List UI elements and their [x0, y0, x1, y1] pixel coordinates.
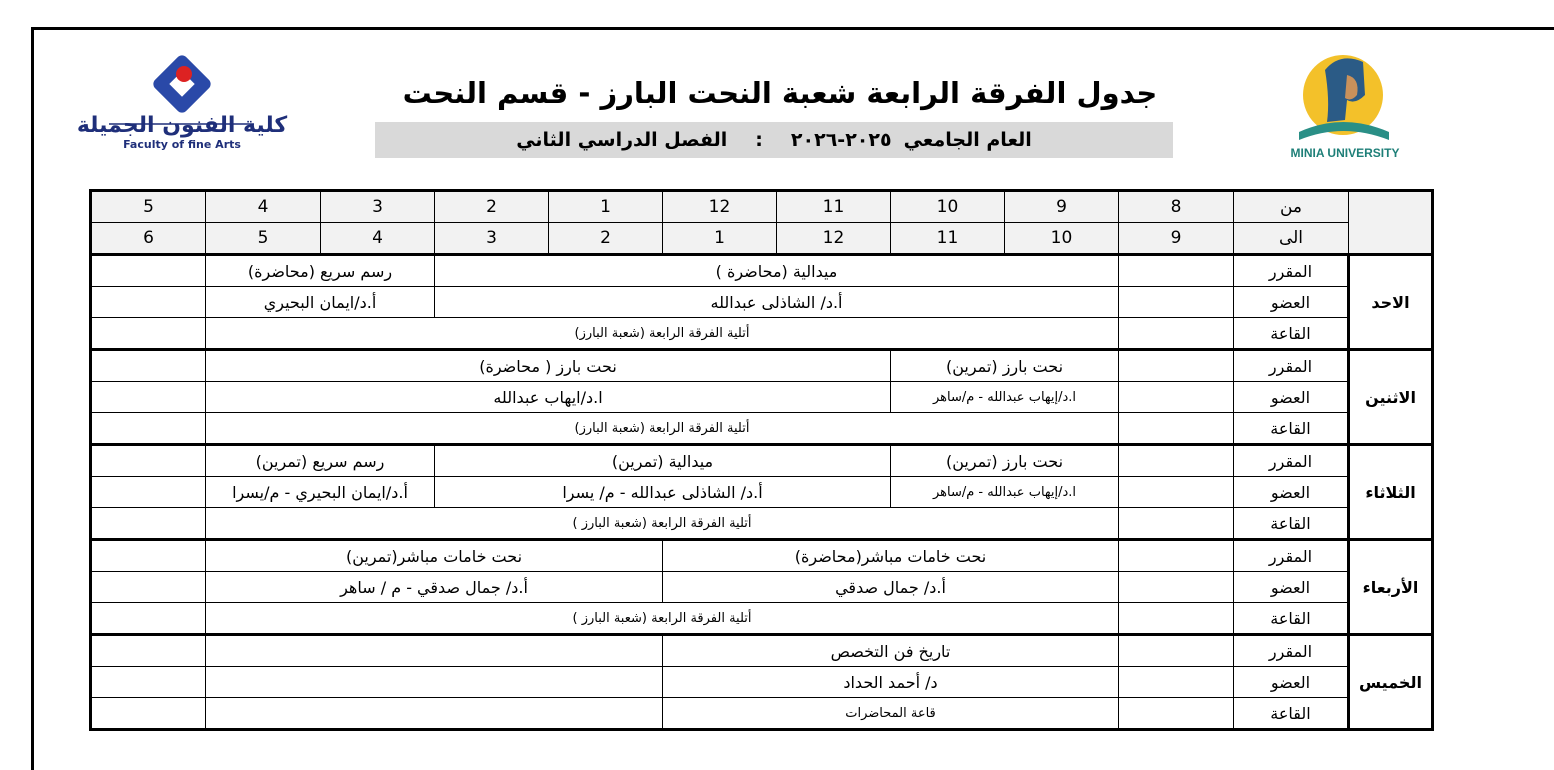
member-cell: أ.د/ايمان البحيري - م/يسرا — [206, 477, 435, 508]
day-name: الاحد — [1349, 255, 1433, 350]
course-cell: نحت بارز (تمرين) — [891, 445, 1119, 477]
empty-slot — [1119, 318, 1234, 350]
member-cell: أ.د/ الشاذلى عبدالله - م/ يسرا — [435, 477, 891, 508]
hall-cell: أتلية الفرقة الرابعة (شعبة البارز) — [206, 318, 1119, 350]
member-cell: أ.د/ جمال صدقي - م / ساهر — [206, 572, 663, 603]
empty-slot — [1119, 350, 1234, 382]
course-cell: نحت بارز (تمرين) — [891, 350, 1119, 382]
minia-university-logo — [1285, 40, 1405, 160]
empty-slot — [91, 603, 206, 635]
member-cell: أ.د/ايمان البحيري — [206, 287, 435, 318]
day-member-row — [91, 287, 1433, 318]
hall-row-label: القاعة — [1234, 603, 1349, 635]
hall-cell: أتلية الفرقة الرابعة (شعبة البارز ) — [206, 508, 1119, 540]
to-time: 4 — [321, 223, 435, 255]
empty-slot — [1119, 477, 1234, 508]
academic-info-bar — [375, 122, 1173, 158]
member-row-label: العضو — [1234, 667, 1349, 698]
empty-slot — [1119, 603, 1234, 635]
to-time: 1 — [663, 223, 777, 255]
empty-slot — [91, 477, 206, 508]
member-row-label: العضو — [1234, 382, 1349, 413]
empty-slot — [91, 508, 206, 540]
empty-slot — [206, 698, 663, 730]
member-cell: أ.د/ الشاذلى عبدالله — [435, 287, 1119, 318]
empty-slot — [1119, 698, 1234, 730]
svg-text:Faculty of fine Arts: Faculty of fine Arts — [123, 138, 241, 151]
member-cell: ا.د/إيهاب عبدالله - م/ساهر — [891, 382, 1119, 413]
from-time: 3 — [321, 191, 435, 223]
empty-slot — [91, 635, 206, 667]
member-row-label: العضو — [1234, 572, 1349, 603]
course-row-label: المقرر — [1234, 255, 1349, 287]
member-cell: ا.د/إيهاب عبدالله - م/ساهر — [891, 477, 1119, 508]
faculty-of-fine-arts-logo — [76, 52, 288, 152]
corner-cell — [1349, 191, 1433, 255]
day-hall-row — [91, 698, 1433, 730]
from-time: 5 — [91, 191, 206, 223]
day-hall-row — [91, 318, 1433, 350]
hall-row-label: القاعة — [1234, 508, 1349, 540]
course-cell: رسم سريع (محاضرة) — [206, 255, 435, 287]
from-label: من — [1234, 191, 1349, 223]
course-row-label: المقرر — [1234, 445, 1349, 477]
member-cell: ا.د/ايهاب عبدالله — [206, 382, 891, 413]
course-row-label: المقرر — [1234, 540, 1349, 572]
empty-slot — [1119, 635, 1234, 667]
empty-slot — [91, 572, 206, 603]
to-time: 9 — [1119, 223, 1234, 255]
course-cell: رسم سريع (تمرين) — [206, 445, 435, 477]
empty-slot — [1119, 255, 1234, 287]
from-time: 12 — [663, 191, 777, 223]
day-hall-row — [91, 413, 1433, 445]
day-name: الاثنين — [1349, 350, 1433, 445]
empty-slot — [206, 635, 663, 667]
empty-slot — [1119, 445, 1234, 477]
course-cell: ميدالية (محاضرة ) — [435, 255, 1119, 287]
semester: الفصل الدراسي الثاني — [516, 129, 728, 151]
course-row-label: المقرر — [1234, 635, 1349, 667]
empty-slot — [91, 413, 206, 445]
empty-slot — [206, 667, 663, 698]
empty-slot — [91, 698, 206, 730]
course-cell: نحت بارز ( محاضرة) — [206, 350, 891, 382]
day-hall-row — [91, 603, 1433, 635]
course-cell: نحت خامات مباشر(محاضرة) — [663, 540, 1119, 572]
hall-row-label: القاعة — [1234, 318, 1349, 350]
from-time: 11 — [777, 191, 891, 223]
day-name: الخميس — [1349, 635, 1433, 730]
day-name: الأربعاء — [1349, 540, 1433, 635]
day-course-row — [91, 635, 1433, 667]
day-name: الثلاثاء — [1349, 445, 1433, 540]
svg-text:MINIA UNIVERSITY: MINIA UNIVERSITY — [1290, 146, 1400, 160]
to-time: 10 — [1005, 223, 1119, 255]
day-course-row — [91, 540, 1433, 572]
from-time: 8 — [1119, 191, 1234, 223]
schedule-table — [89, 189, 1434, 731]
empty-slot — [1119, 667, 1234, 698]
hall-cell: أتلية الفرقة الرابعة (شعبة البارز ) — [206, 603, 1119, 635]
empty-slot — [91, 540, 206, 572]
member-cell: د/ أحمد الحداد — [663, 667, 1119, 698]
empty-slot — [1119, 382, 1234, 413]
empty-slot — [1119, 413, 1234, 445]
day-course-row — [91, 255, 1433, 287]
course-cell: ميدالية (تمرين) — [435, 445, 891, 477]
day-course-row — [91, 350, 1433, 382]
to-time: 5 — [206, 223, 321, 255]
svg-text:كلية الفنون الجميلة: كلية الفنون الجميلة — [76, 113, 288, 138]
from-time-row — [91, 191, 1433, 223]
empty-slot — [91, 667, 206, 698]
from-time: 9 — [1005, 191, 1119, 223]
member-cell: أ.د/ جمال صدقي — [663, 572, 1119, 603]
course-row-label: المقرر — [1234, 350, 1349, 382]
hall-row-label: القاعة — [1234, 698, 1349, 730]
hall-cell: أتلية الفرقة الرابعة (شعبة البارز) — [206, 413, 1119, 445]
page-title: جدول الفرقة الرابعة شعبة النحت البارز - قسم النحت — [402, 76, 1158, 110]
to-time-row — [91, 223, 1433, 255]
from-time: 10 — [891, 191, 1005, 223]
separator: : — [755, 129, 763, 151]
course-cell: نحت خامات مباشر(تمرين) — [206, 540, 663, 572]
to-label: الى — [1234, 223, 1349, 255]
from-time: 4 — [206, 191, 321, 223]
to-time: 6 — [91, 223, 206, 255]
day-hall-row — [91, 508, 1433, 540]
day-member-row — [91, 382, 1433, 413]
from-time: 2 — [435, 191, 549, 223]
member-row-label: العضو — [1234, 477, 1349, 508]
empty-slot — [91, 445, 206, 477]
course-cell: تاريخ فن التخصص — [663, 635, 1119, 667]
member-row-label: العضو — [1234, 287, 1349, 318]
empty-slot — [91, 318, 206, 350]
to-time: 3 — [435, 223, 549, 255]
empty-slot — [1119, 572, 1234, 603]
day-member-row — [91, 477, 1433, 508]
empty-slot — [1119, 508, 1234, 540]
day-member-row — [91, 667, 1433, 698]
from-time: 1 — [549, 191, 663, 223]
to-time: 11 — [891, 223, 1005, 255]
academic-year: ٢٠٢٥-٢٠٢٦ — [790, 129, 892, 151]
empty-slot — [91, 287, 206, 318]
hall-cell: قاعة المحاضرات — [663, 698, 1119, 730]
empty-slot — [1119, 540, 1234, 572]
empty-slot — [91, 382, 206, 413]
hall-row-label: القاعة — [1234, 413, 1349, 445]
to-time: 12 — [777, 223, 891, 255]
day-member-row — [91, 572, 1433, 603]
to-time: 2 — [549, 223, 663, 255]
empty-slot — [1119, 287, 1234, 318]
empty-slot — [91, 350, 206, 382]
day-course-row — [91, 445, 1433, 477]
academic-year-label: العام الجامعي — [903, 129, 1032, 151]
empty-slot — [91, 255, 206, 287]
